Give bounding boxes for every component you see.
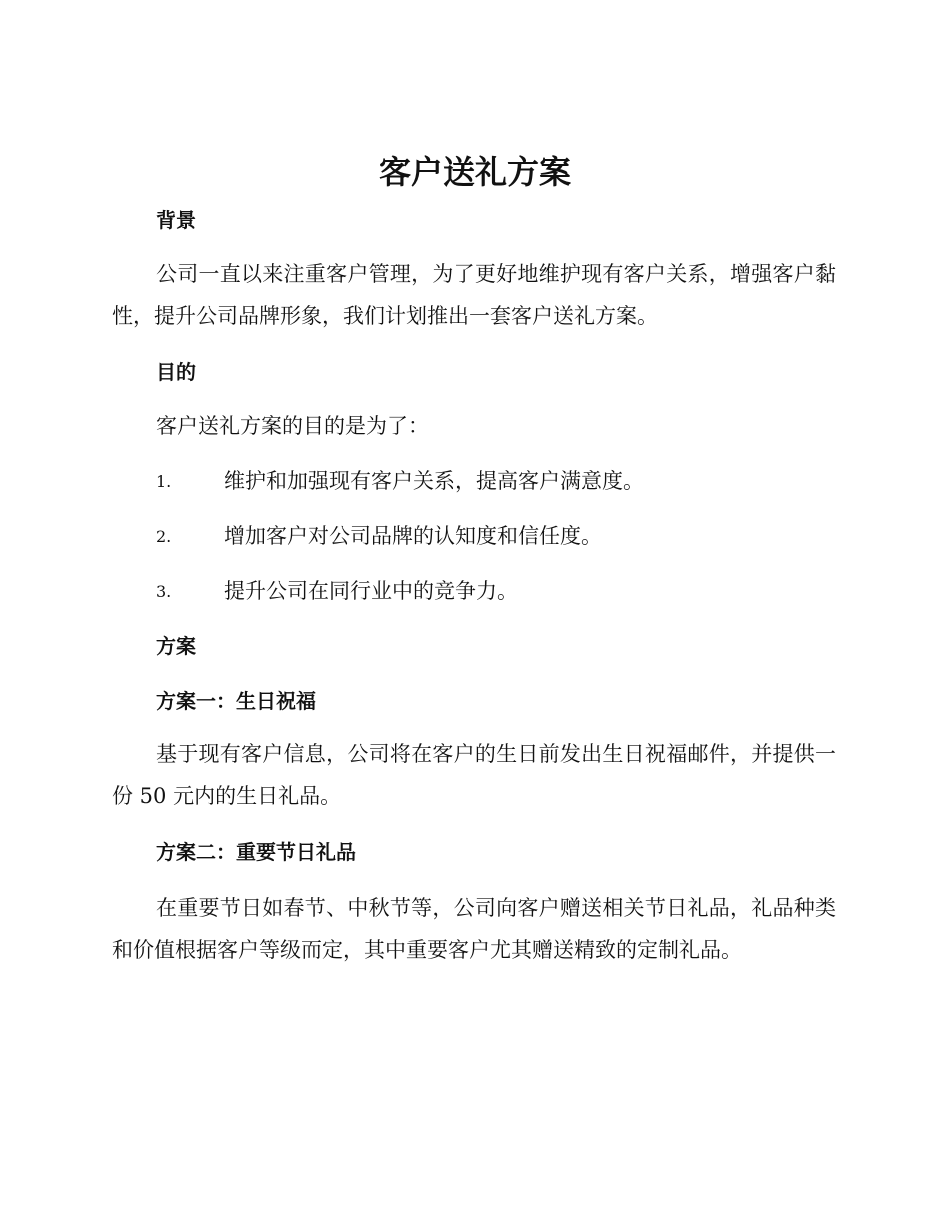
list-item <box>156 521 836 551</box>
plan1-paragraph: 基于现有客户信息，公司将在客户的生日前发出生日祝福邮件，并提供一份 50 元内的生日礼品。 <box>112 742 836 808</box>
plan2-heading: 方案二：重要节日礼品 <box>156 840 356 864</box>
list-item-number: 1. <box>156 472 172 491</box>
plan1-heading: 方案一：生日祝福 <box>156 689 316 713</box>
background-paragraph: 公司一直以来注重客户管理，为了更好地维护现有客户关系，增强客户黏性，提升公司品牌形象，我们计划推出一套客户送礼方案。 <box>112 262 836 328</box>
list-item-text: 维护和加强现有客户关系，提高客户满意度。 <box>224 469 644 493</box>
document-title: 客户送礼方案 <box>378 153 571 191</box>
purpose-intro: 客户送礼方案的目的是为了： <box>156 414 429 438</box>
list-item <box>156 466 836 496</box>
list-item <box>156 576 836 606</box>
section-heading-plan: 方案 <box>156 634 196 658</box>
list-item-number: 2. <box>156 527 172 546</box>
plan2-paragraph: 在重要节日如春节、中秋节等，公司向客户赠送相关节日礼品，礼品种类和价值根据客户等级而定，其中重要客户尤其赠送精致的定制礼品。 <box>112 896 836 962</box>
section-heading-background: 背景 <box>156 208 196 232</box>
section-heading-purpose: 目的 <box>156 360 196 384</box>
list-item-text: 提升公司在同行业中的竞争力。 <box>224 579 518 603</box>
list-item-text: 增加客户对公司品牌的认知度和信任度。 <box>224 524 602 548</box>
list-item-number: 3. <box>156 582 172 601</box>
